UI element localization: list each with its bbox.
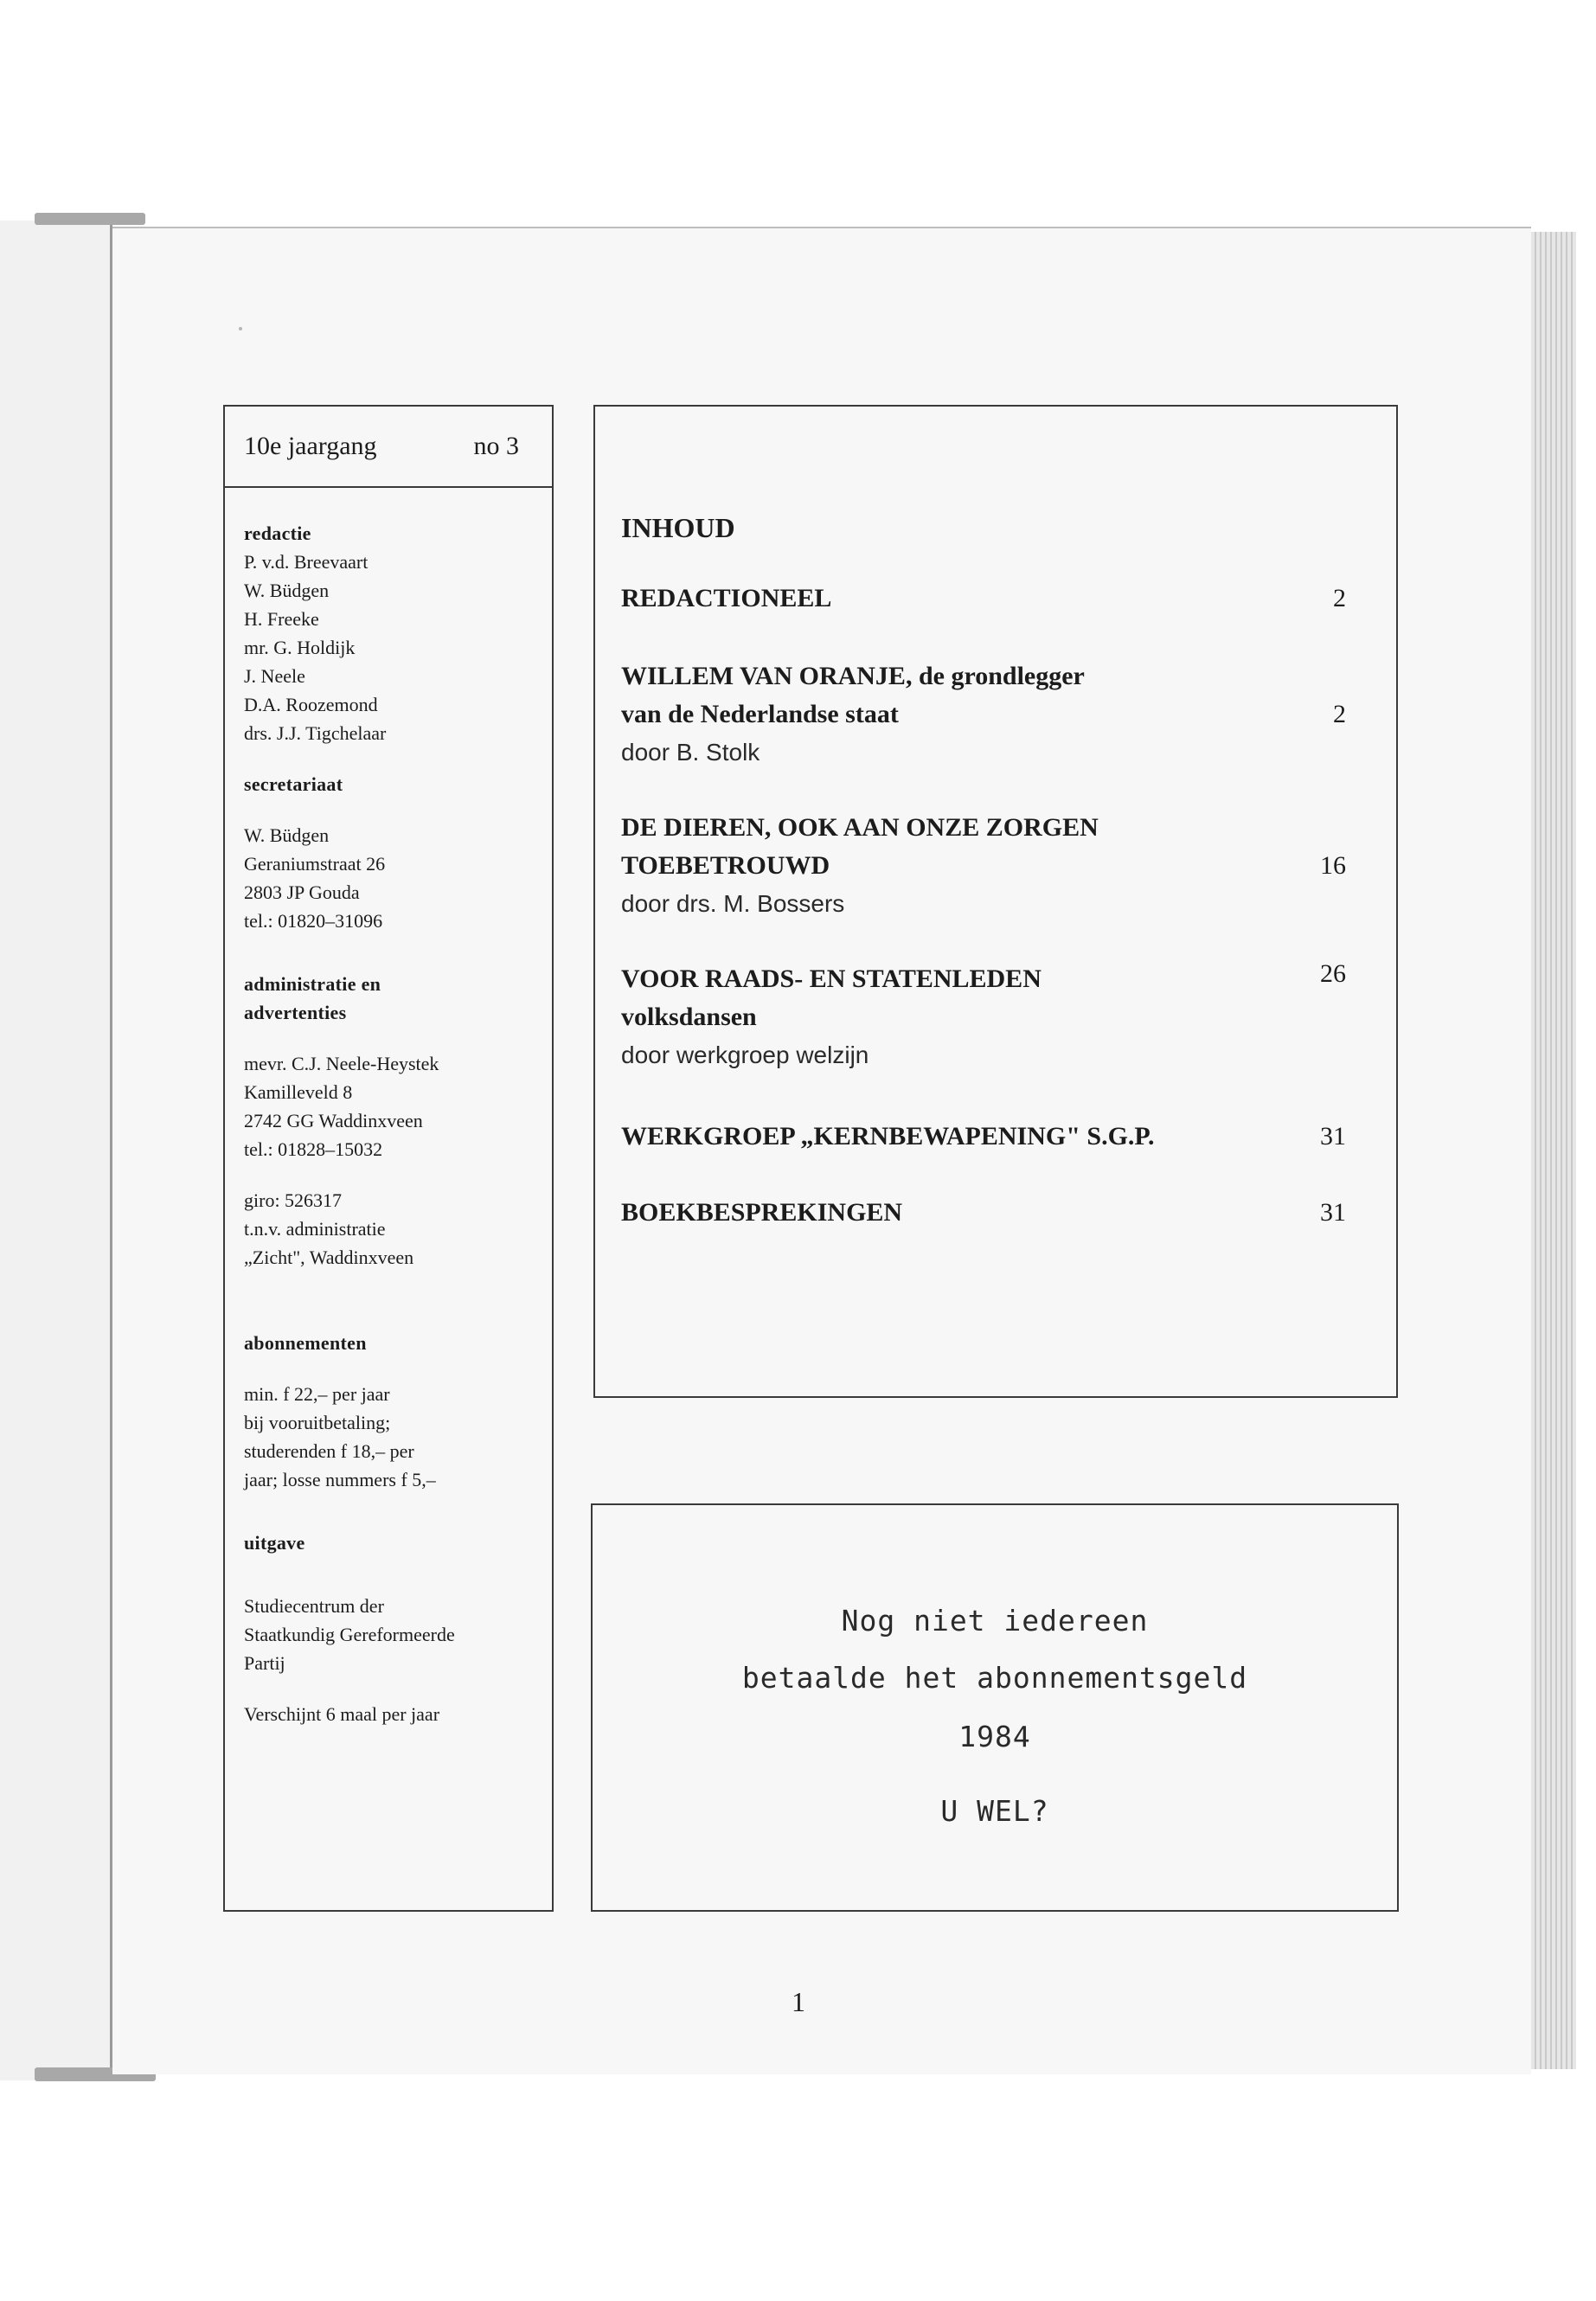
toc-entry-page: 31: [1320, 1198, 1346, 1227]
toc-entry-subtitle: van de Nederlandse staat: [621, 700, 899, 728]
toc-entry-title: VOOR RAADS- EN STATENLEDEN: [621, 965, 1042, 993]
toc-entry-page: 31: [1320, 1122, 1346, 1150]
subscription-notice-box: [591, 1503, 1399, 1912]
toc-entry-author: door B. Stolk: [621, 739, 760, 766]
editor-name: mr. G. Holdijk: [244, 637, 356, 658]
abonnementen-line: min. f 22,– per jaar: [244, 1383, 390, 1405]
administratie-line: mevr. C.J. Neele-Heystek: [244, 1053, 439, 1074]
toc-entry-title: WILLEM VAN ORANJE, de grondlegger: [621, 662, 1085, 690]
administratie-heading: advertenties: [244, 1002, 347, 1023]
page-edges: [1531, 232, 1576, 2069]
book-spine: [0, 221, 112, 2080]
administratie-heading: administratie en: [244, 973, 381, 995]
toc-entry-werkgroep-kernbewapening: [621, 1118, 1346, 1156]
toc-entry-title: WERKGROEP „KERNBEWAPENING" S.G.P.: [621, 1122, 1155, 1150]
toc-entry-subtitle: volksdansen: [621, 1003, 757, 1031]
abonnementen-heading: abonnementen: [244, 1332, 367, 1354]
administratie-line: 2742 GG Waddinxveen: [244, 1110, 423, 1131]
editor-name: W. Büdgen: [244, 580, 330, 601]
uitgave-line: Partij: [244, 1652, 285, 1674]
notice-question: U WEL?: [940, 1794, 1049, 1828]
redactie-heading: redactie: [244, 522, 311, 544]
colophon-body: [225, 488, 552, 1728]
colophon-box: [223, 405, 554, 1912]
notice-year: 1984: [958, 1720, 1031, 1753]
speck: [239, 327, 242, 330]
giro-line: t.n.v. administratie: [244, 1218, 386, 1240]
issue-label: no 3: [473, 432, 519, 460]
secretariaat-line: tel.: 01820–31096: [244, 910, 383, 932]
editor-name: J. Neele: [244, 665, 305, 687]
secretariaat-heading: secretariaat: [244, 773, 343, 795]
editor-name: H. Freeke: [244, 608, 319, 630]
page-number: 1: [792, 1986, 805, 2017]
secretariaat-line: 2803 JP Gouda: [244, 881, 360, 903]
toc-entry-page: 2: [1333, 584, 1346, 612]
contents-title: INHOUD: [621, 512, 735, 543]
abonnementen-line: studerenden f 18,– per: [244, 1440, 414, 1462]
spine-cap-top: [35, 213, 145, 225]
toc-entry-de-dieren: [621, 809, 1346, 923]
notice-line: betaalde het abonnementsgeld: [741, 1661, 1248, 1695]
toc-entry-boekbesprekingen: [621, 1194, 1346, 1232]
frequency-line: Verschijnt 6 maal per jaar: [244, 1703, 440, 1725]
administratie-line: Kamilleveld 8: [244, 1081, 353, 1103]
toc-entry-title: DE DIEREN, OOK AAN ONZE ZORGEN: [621, 813, 1099, 842]
abonnementen-line: jaar; losse nummers f 5,–: [244, 1469, 436, 1490]
abonnementen-line: bij vooruitbetaling;: [244, 1412, 391, 1433]
uitgave-line: Studiecentrum der: [244, 1595, 384, 1617]
uitgave-heading: uitgave: [244, 1532, 305, 1554]
contents-box: [593, 405, 1398, 1398]
secretariaat-line: Geraniumstraat 26: [244, 853, 386, 875]
giro-line: „Zicht", Waddinxveen: [244, 1247, 414, 1268]
giro-line: giro: 526317: [244, 1189, 343, 1211]
toc-entry-redactioneel: [621, 580, 1346, 618]
secretariaat-line: W. Büdgen: [244, 824, 330, 846]
uitgave-line: Staatkundig Gereformeerde: [244, 1624, 455, 1645]
toc-entry-voor-raads-en-statenleden: [621, 960, 1346, 1074]
editor-name: P. v.d. Breevaart: [244, 551, 369, 573]
toc-entry-title: BOEKBESPREKINGEN: [621, 1198, 903, 1227]
toc-entry-subtitle: TOEBETROUWD: [621, 851, 830, 880]
toc-entry-author: door drs. M. Bossers: [621, 890, 845, 917]
toc-entry-title: REDACTIONEEL: [621, 584, 832, 612]
toc-entry-author: door werkgroep welzijn: [621, 1042, 869, 1068]
toc-entry-page: 26: [1320, 959, 1346, 988]
toc-entry-page: 16: [1320, 851, 1346, 880]
administratie-line: tel.: 01828–15032: [244, 1138, 383, 1160]
editor-name: D.A. Roozemond: [244, 694, 378, 715]
toc-entry-willem-van-oranje: [621, 657, 1346, 772]
volume-label: 10e jaargang: [244, 432, 377, 460]
notice-line: Nog niet iedereen: [841, 1604, 1149, 1638]
masthead: [225, 407, 552, 488]
toc-entry-page: 2: [1333, 700, 1346, 728]
editor-name: drs. J.J. Tigchelaar: [244, 722, 387, 744]
